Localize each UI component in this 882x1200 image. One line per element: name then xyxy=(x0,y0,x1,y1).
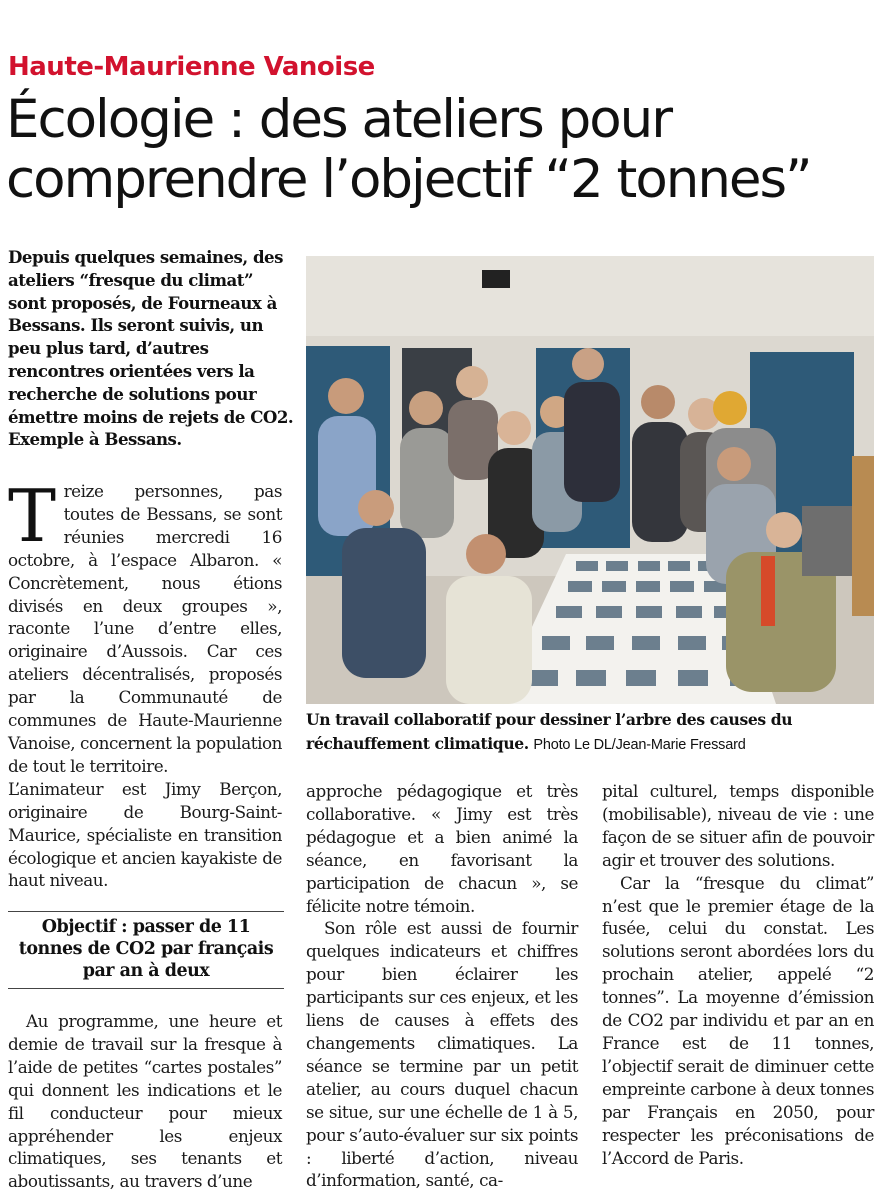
group-photo xyxy=(306,256,874,704)
column-3 xyxy=(602,780,874,1169)
paragraph-4: Son rôle est aussi de fournir quelques indicateurs et chiffres pour bien éclairer les participants sur ces enjeux, et les liens de causes à effets des changements climatiques. La séance se termine par un petit atelier, au cours duquel chacun se situe, sur une échelle de 1 à 5, pour s’auto-évaluer sur six points : liberté d’action, niveau d’information, santé, ca- xyxy=(306,918,578,1191)
headline-line-1: Écologie : des ateliers pour xyxy=(6,89,672,150)
section-kicker: Haute-Maurienne Vanoise xyxy=(8,52,375,82)
paragraph-4-continued: pital culturel, temps disponible (mobilisable), niveau de vie : une façon de se situer afin de pouvoir agir et trouver des solutions. xyxy=(602,781,874,870)
photo-credit: Photo Le DL/Jean-Marie Fressard xyxy=(533,737,746,753)
paragraph-1-text: reize personnes, pas toutes de Bessans, se sont réunies mercredi 16 octobre, à l’espace Albaron. « Concrètement, nous étions divisés en deux groupes », raconte l’une d’entre elles, originaire d’Aussois. Car ces ateliers décentralisés, proposés par la Communauté de communes de Haute-Maurienne Vanoise, concernent la population de tout le territoire. xyxy=(8,481,283,776)
photo-caption xyxy=(306,708,874,757)
article-headline xyxy=(6,90,882,210)
headline-line-2: comprendre l’objectif “2 tonnes” xyxy=(6,149,811,210)
column-2 xyxy=(306,780,578,1192)
column-1 xyxy=(8,474,283,892)
paragraph-1 xyxy=(8,474,283,778)
paragraph-2: L’animateur est Jimy Berçon, originaire de Bourg-Saint-Maurice, spécialiste en transition écologique et ancien kayakiste de haut niveau. xyxy=(8,778,282,891)
paragraph-3-continued: approche pédagogique et très collaborative. « Jimy est très pédagogue et a bien animé la séance, en favorisant la participation de chacun », se félicite notre témoin. xyxy=(306,781,578,916)
paragraph-5: Car la “fresque du climat” n’est que le premier étage de la fusée, celui du constat. Les solutions seront abordées lors du prochain atelier, appelé “2 tonnes”. La moyenne d’émission de CO2 par individu et par an en France est de 11 tonnes, l’objectif serait de diminuer cette empreinte carbone à deux tonnes par Français en 2050, pour respecter les préconisations de l’Accord de Paris. xyxy=(602,872,874,1168)
caption-text: Un travail collaboratif pour dessiner l’arbre des causes du réchauffement climatique. xyxy=(306,710,793,753)
intertitle: Objectif : passer de 11 tonnes de CO2 par français par an à deux xyxy=(8,911,284,989)
article-lead: Depuis quelques semaines, des ateliers “fresque du climat” sont proposés, de Fourneaux à Bessans. Ils seront suivis, un peu plus tard, d’autres rencontres orientées vers la recherche de solutions pour émettre moins de rejets de CO2. Exemple à Bessans. xyxy=(8,247,294,450)
column-1-lower xyxy=(8,1010,282,1193)
drop-cap: T xyxy=(8,474,56,558)
paragraph-3: Au programme, une heure et demie de travail sur la fresque à l’aide de petites “cartes postales” qui donnent les indications et le fil conducteur pour mieux appréhender les enjeux climatiques, ses tenants et aboutissants, au travers d’une xyxy=(8,1011,282,1192)
